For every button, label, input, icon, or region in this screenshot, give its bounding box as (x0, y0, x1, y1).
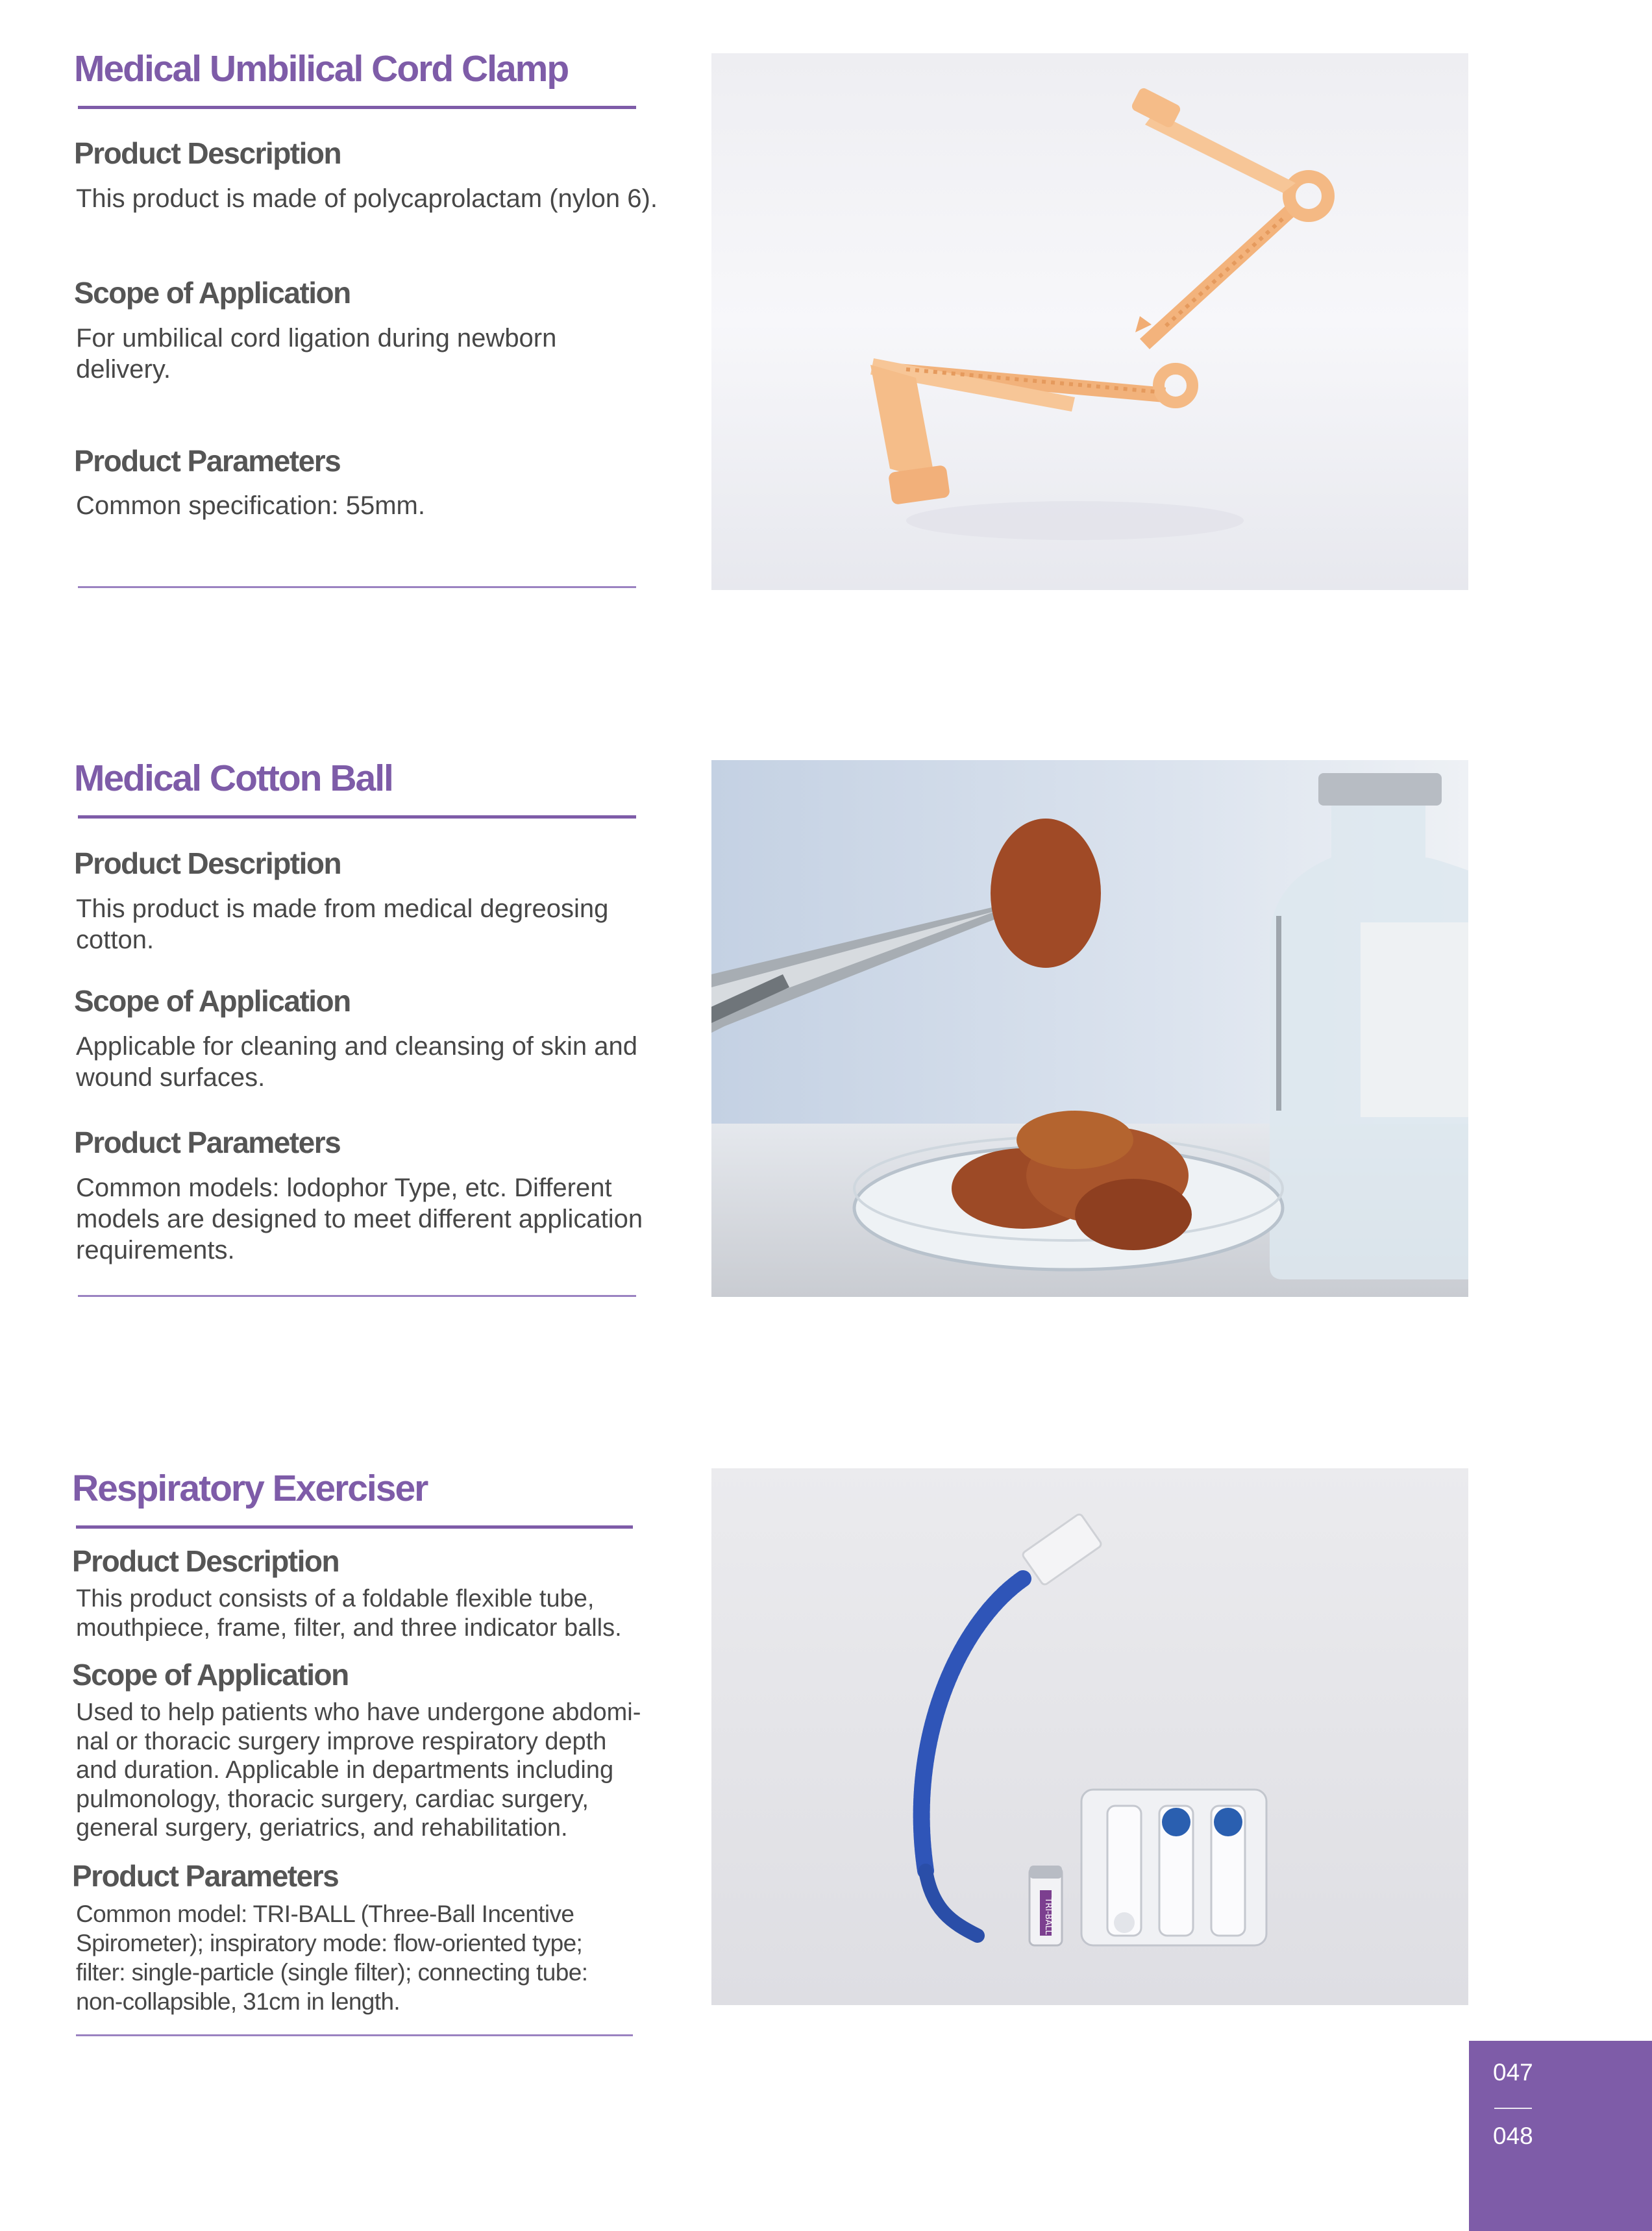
description-heading: Product Description (74, 846, 341, 880)
scope-text: Applicable for cleaning and cleansing of skin and wound surfaces. (76, 1032, 638, 1092)
parameters-heading: Product Parameters (74, 444, 341, 478)
scope-text: For umbilical cord ligation during newborn delivery. (76, 324, 557, 384)
product-title: Medical Umbilical Cord Clamp (74, 48, 569, 90)
product-title: Medical Cotton Ball (74, 758, 393, 799)
filter-canister-icon (1029, 1866, 1062, 1945)
parameters-text: Common specification: 55mm. (76, 491, 425, 520)
page-number-divider (1494, 2108, 1532, 2109)
indicator-ball-icon (1114, 1912, 1135, 1933)
description-text: This product consists of a foldable flexible tube, mouthpiece, frame, filter, and three indicator balls. (76, 1585, 622, 1642)
product-title: Respiratory Exerciser (72, 1468, 428, 1509)
scope-text: Used to help patients who have undergone abdomi-nal or thoracic surgery improve respiratory depth and duration. Applicable in departments including pulmonology, thoracic surgery, cardiac surgery, general surgery, geriatrics, and rehabilitation. (76, 1699, 641, 1842)
indicator-ball-icon (1162, 1808, 1190, 1836)
scope-heading: Scope of Application (74, 984, 351, 1018)
held-cotton-ball-icon (991, 819, 1101, 968)
respiratory-exerciser-photo (711, 1468, 1468, 2005)
section-bottom-rule (78, 1295, 636, 1297)
section-bottom-rule (78, 586, 636, 588)
title-underline (76, 1525, 633, 1529)
three-ball-frame-icon (1081, 1790, 1266, 1945)
description-text: This product is made from medical degreosing cotton. (76, 894, 609, 954)
cotton-ball-photo (711, 760, 1468, 1297)
page-number-current: 047 (1493, 2059, 1533, 2086)
description-heading: Product Description (72, 1544, 339, 1578)
scope-heading: Scope of Application (72, 1658, 349, 1692)
title-underline (78, 106, 636, 109)
parameters-text: Common models: lodophor Type, etc. Different models are designed to meet different application requirements. (76, 1174, 643, 1264)
page-number-next: 048 (1493, 2123, 1533, 2149)
indicator-ball-icon (1214, 1808, 1242, 1836)
parameters-heading: Product Parameters (72, 1859, 339, 1893)
scope-heading: Scope of Application (74, 276, 351, 310)
title-underline (78, 815, 636, 819)
description-heading: Product Description (74, 136, 341, 170)
page-number-tab (1469, 2041, 1652, 2231)
section-bottom-rule (76, 2034, 633, 2036)
parameters-heading: Product Parameters (74, 1126, 341, 1159)
description-text: This product is made of polycaprolactam (nylon 6). (76, 184, 658, 213)
parameters-text: Common model: TRI-BALL (Three-Ball Incentive Spirometer); inspiratory mode: flow-oriented type; filter: single-particle (single filter); connecting tube: non-collapsible, 31cm in length. (76, 1901, 588, 2015)
device-label: TRI-BALL (1043, 1897, 1053, 1935)
umbilical-cord-clamp-photo (711, 53, 1468, 590)
